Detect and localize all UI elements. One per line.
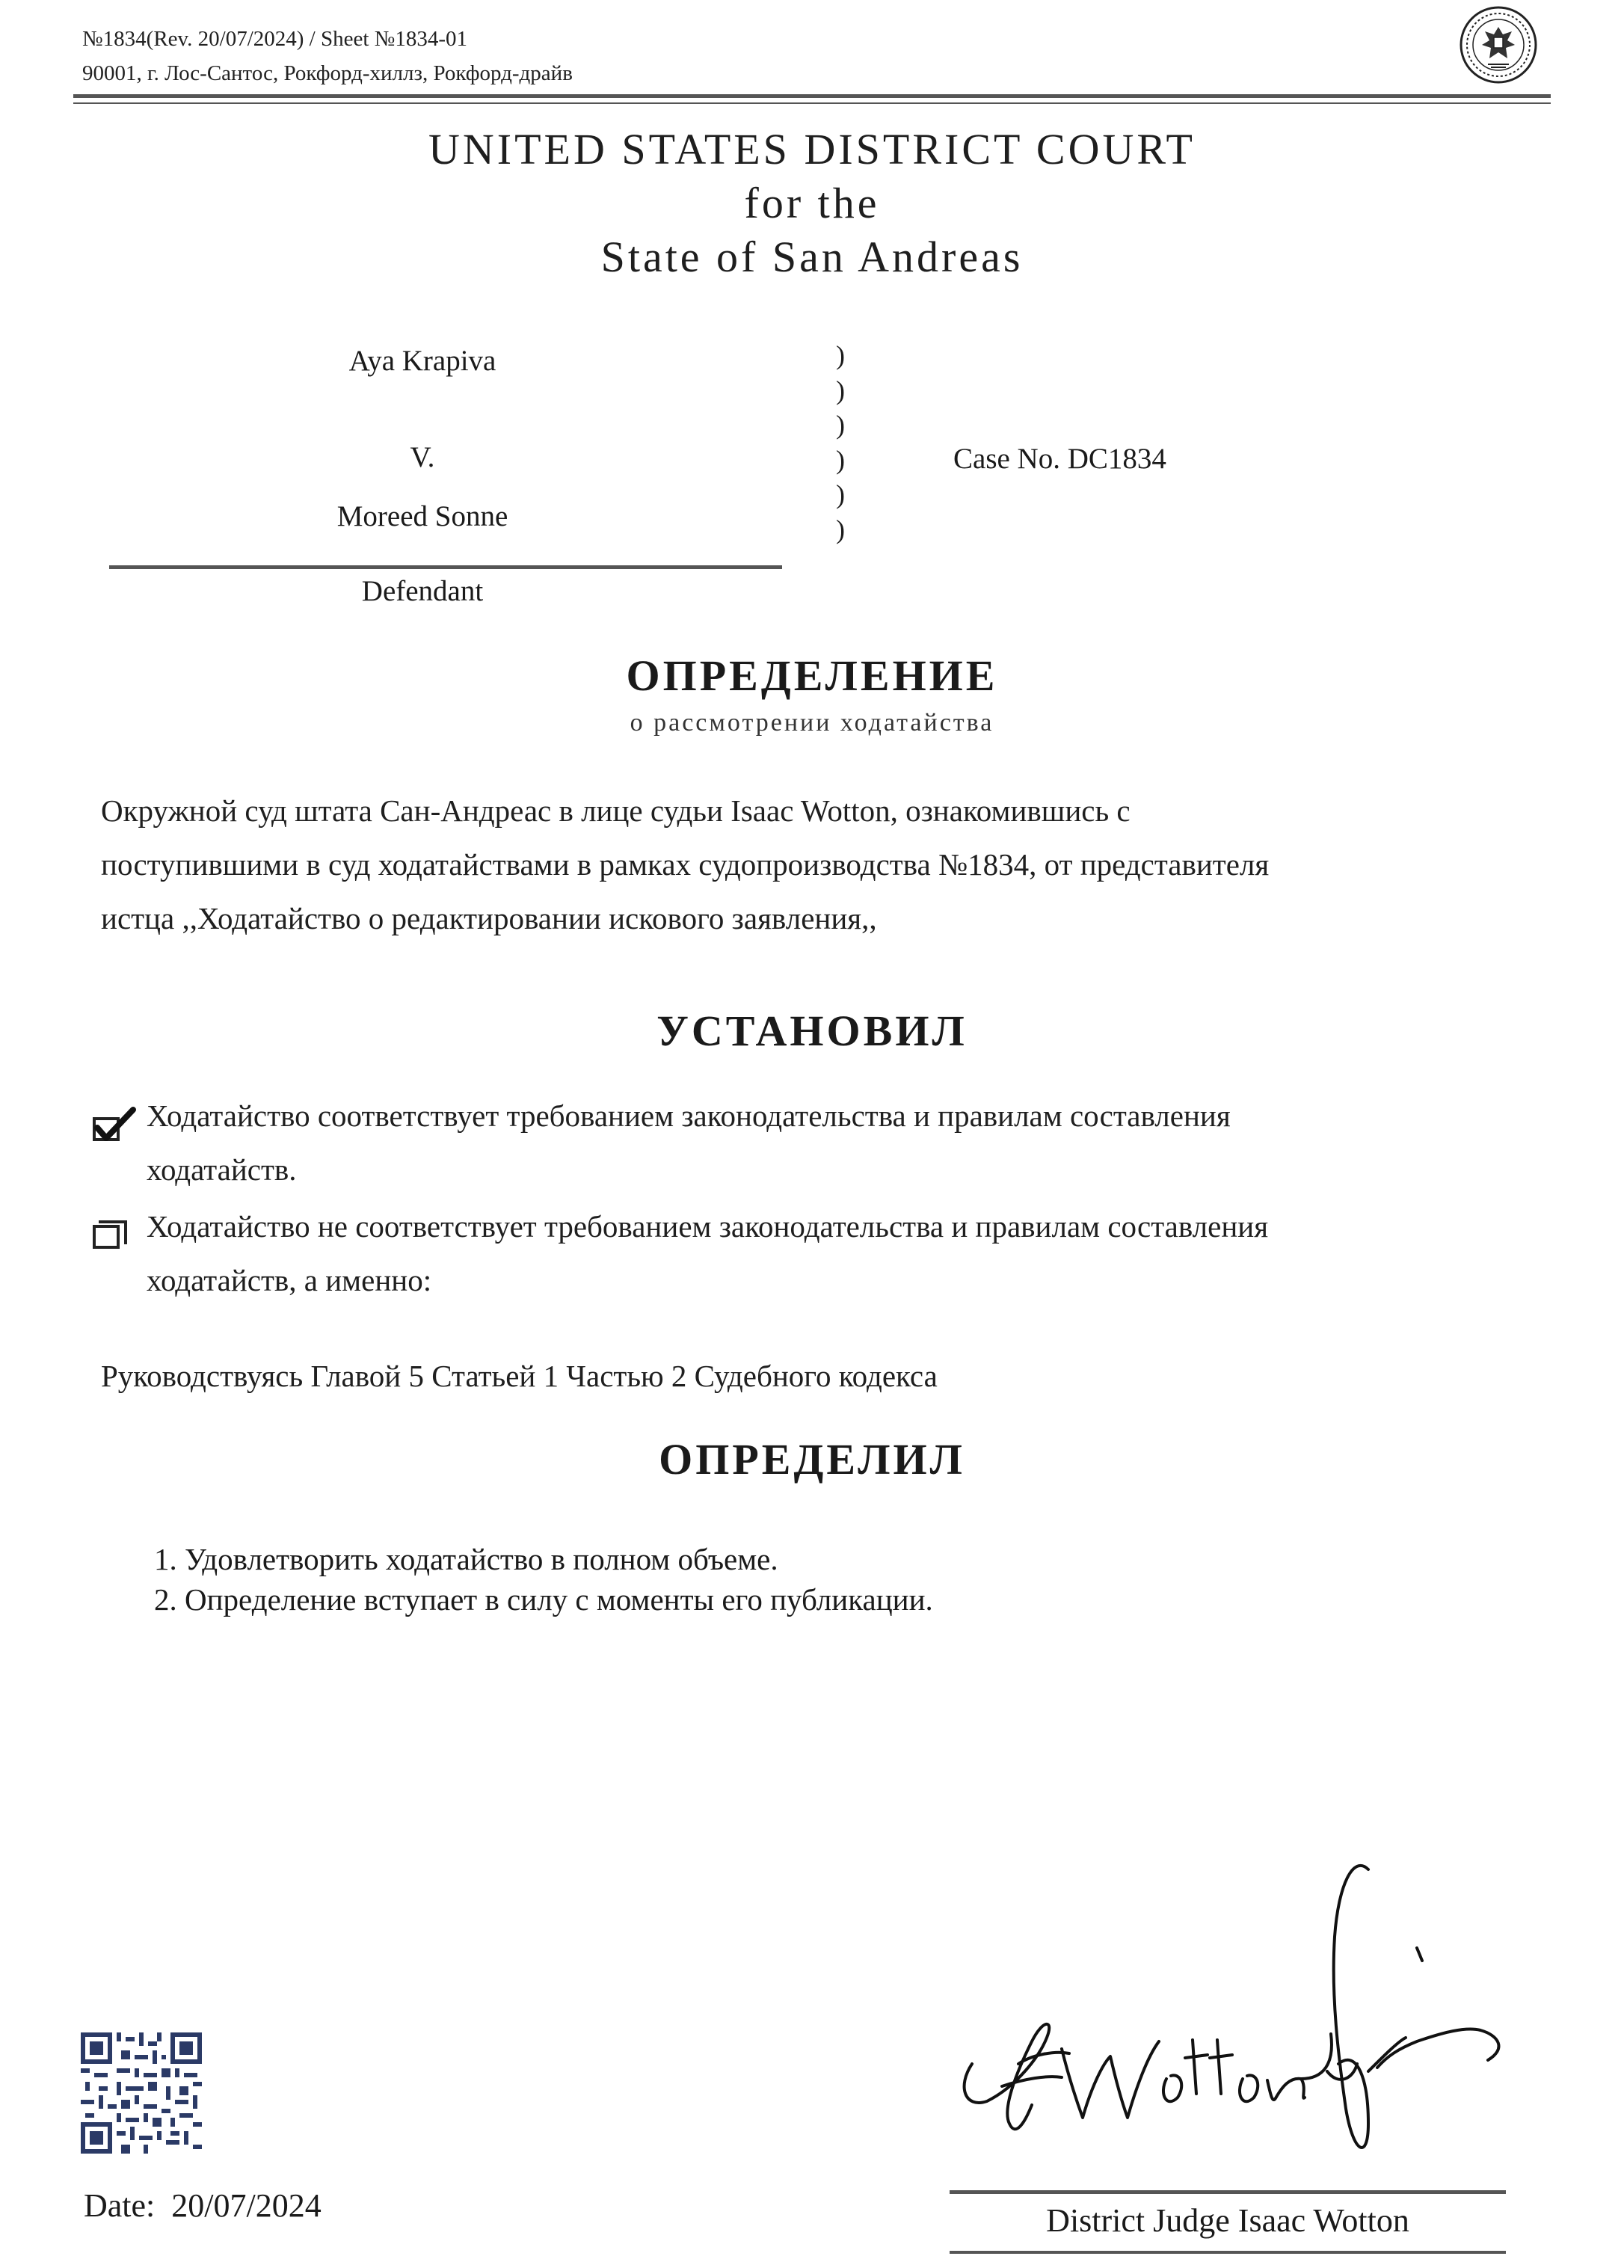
paren: ) bbox=[836, 479, 845, 509]
finding-line: ходатайств. bbox=[147, 1152, 297, 1187]
date-label: Date: bbox=[84, 2187, 156, 2224]
findings-heading: УСТАНОВИЛ bbox=[656, 1007, 968, 1055]
defendant-name: Moreed Sonne bbox=[336, 500, 508, 532]
finding-not-complies bbox=[147, 1199, 1268, 1307]
paren: ) bbox=[836, 514, 845, 544]
document-subtitle: о рассмотрении ходатайства bbox=[630, 709, 994, 737]
caption-rule bbox=[109, 565, 782, 569]
defendant-label: Defendant bbox=[361, 575, 484, 607]
header-rule-thin bbox=[73, 102, 1551, 104]
date-value: 20/07/2024 bbox=[171, 2187, 322, 2224]
court-state: State of San Andreas bbox=[600, 233, 1024, 281]
ruling-item: 1. Удовлетворить ходатайство в полном объеме. bbox=[154, 1542, 778, 1576]
ruling-item: 2. Определение вступает в силу с моменты его публикации. bbox=[154, 1582, 933, 1617]
document-title: ОПРЕДЕЛЕНИЕ bbox=[626, 651, 998, 700]
finding-line: Ходатайство не соответствует требованием законодательства и правилам составления bbox=[147, 1209, 1269, 1244]
checkbox-complies[interactable] bbox=[90, 1105, 138, 1147]
ruling-heading: ОПРЕДЕЛИЛ bbox=[659, 1435, 965, 1484]
intro-line: истца ,,Ходатайство о редактировании искового заявления,, bbox=[101, 901, 877, 935]
finding-line: Ходатайство соответствует требованием законодательства и правилам составления bbox=[147, 1098, 1231, 1133]
ruling-list bbox=[154, 1539, 933, 1620]
paren: ) bbox=[836, 410, 845, 440]
document-reference: №1834(Rev. 20/07/2024) / Sheet №1834-01 bbox=[82, 27, 467, 51]
paren: ) bbox=[836, 444, 845, 475]
versus: V. bbox=[410, 441, 435, 473]
intro-line: Окружной суд штата Сан-Андреас в лице судьи Isaac Wotton, ознакомившись с bbox=[101, 793, 1131, 828]
qr-code-icon bbox=[81, 2032, 202, 2154]
paren: ) bbox=[836, 340, 845, 370]
paren: ) bbox=[836, 375, 845, 405]
court-name: UNITED STATES DISTRICT COURT bbox=[428, 125, 1196, 173]
checkmark-icon bbox=[90, 1105, 138, 1147]
plaintiff-name: Aya Krapiva bbox=[348, 345, 496, 377]
header-rule-thick bbox=[73, 94, 1551, 98]
court-seal-icon bbox=[1458, 4, 1539, 85]
signature-rule-bottom bbox=[950, 2251, 1506, 2254]
intro-line: поступившими в суд ходатайствами в рамках судопроизводства №1834, от представителя bbox=[101, 847, 1270, 882]
date-line bbox=[84, 2186, 322, 2225]
finding-line: ходатайств, а именно: bbox=[147, 1263, 432, 1297]
case-number: Case No. DC1834 bbox=[953, 443, 1166, 475]
legal-basis: Руководствуясь Главой 5 Статьей 1 Частью 2 Судебного кодекса bbox=[101, 1359, 938, 1393]
finding-complies bbox=[147, 1089, 1231, 1196]
caption-parens bbox=[836, 338, 845, 547]
court-for-the: for the bbox=[744, 179, 880, 227]
signature-rule-top bbox=[950, 2190, 1506, 2194]
intro-paragraph bbox=[101, 784, 1269, 945]
checkbox-shadow-icon bbox=[90, 1216, 138, 1258]
checkbox-not-complies[interactable] bbox=[90, 1216, 138, 1258]
signer-title: District Judge Isaac Wotton bbox=[1046, 2202, 1409, 2239]
signature bbox=[950, 1840, 1518, 2184]
court-address: 90001, г. Лос-Сантос, Рокфорд-хиллз, Рокфорд-драйв bbox=[82, 61, 573, 85]
